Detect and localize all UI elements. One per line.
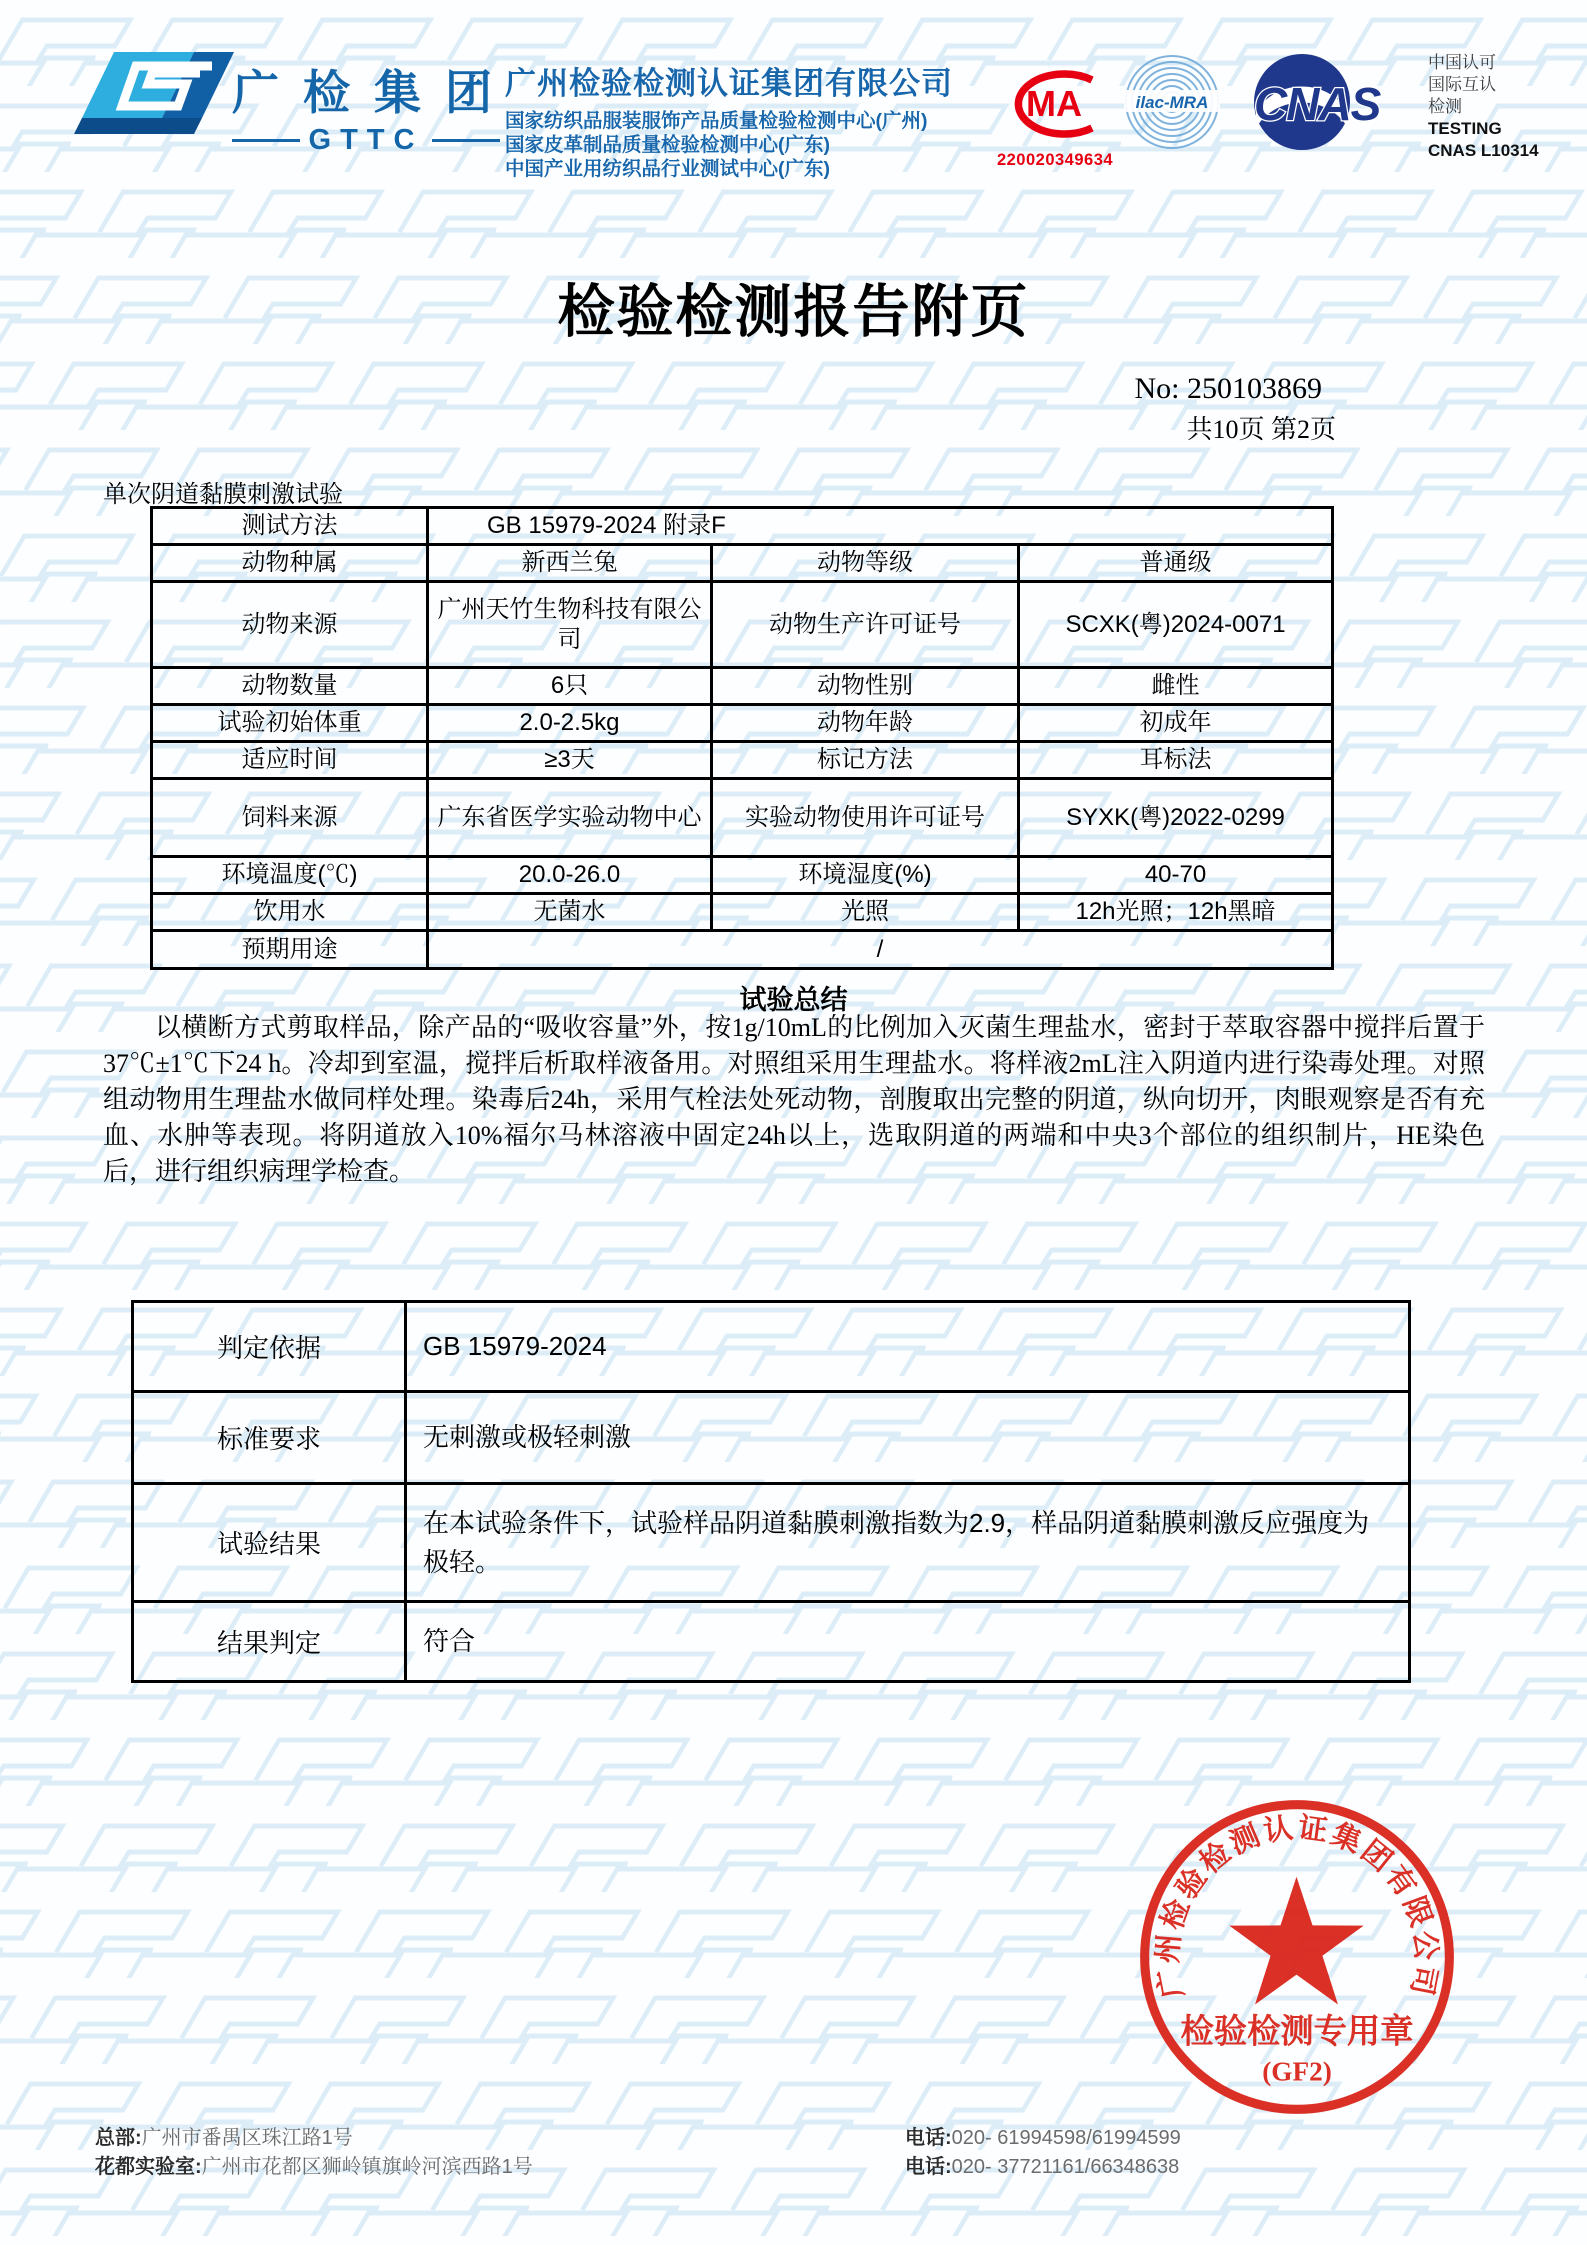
footer-address-block	[95, 2124, 533, 2182]
cma-mark	[996, 64, 1114, 170]
row-value-cell: 普通级	[1019, 545, 1333, 582]
row-label-cell: 试验结果	[133, 1484, 406, 1602]
row-label-cell: 动物种属	[152, 545, 428, 582]
cnas-caption-line: CNAS L10314	[1428, 141, 1539, 160]
row-value-cell: GB 15979-2024 附录F	[428, 508, 1333, 545]
seal-ring-text: 广州检验检测认证集团有限公司	[1152, 1812, 1442, 2001]
row-label-cell: 实验动物使用许可证号	[712, 779, 1019, 857]
gttc-logo	[72, 46, 247, 146]
cnas-caption	[1428, 52, 1539, 162]
row-value-cell: 在本试验条件下，试验样品阴道黏膜刺激指数为2.9，样品阴道黏膜刺激反应强度为极轻。	[406, 1484, 1410, 1602]
footer-phone-row	[905, 2153, 1181, 2182]
row-value-cell: 雌性	[1019, 668, 1333, 705]
row-label-cell: 动物来源	[152, 582, 428, 668]
table-row	[152, 545, 1333, 582]
brand-name: 广检集团	[232, 66, 516, 119]
row-value-cell: 40-70	[1019, 857, 1333, 894]
footer-address-label: 花都实验室:	[95, 2156, 202, 2178]
row-value-cell: 符合	[406, 1602, 1410, 1682]
cnas-caption-line: TESTING	[1428, 119, 1502, 138]
table-row	[152, 779, 1333, 857]
row-label-cell: 环境湿度(%)	[712, 857, 1019, 894]
table-row	[152, 668, 1333, 705]
cnas-caption-line: 中国认可	[1428, 53, 1496, 72]
row-value-cell: 耳标法	[1019, 742, 1333, 779]
row-value-cell: 无菌水	[428, 894, 712, 931]
row-value-cell: 广州天竹生物科技有限公司	[428, 582, 712, 668]
row-label-cell: 动物生产许可证号	[712, 582, 1019, 668]
footer-phone-value: 020- 37721161/66348638	[951, 2156, 1180, 2178]
footer-phone-row	[905, 2124, 1181, 2153]
table-row	[152, 894, 1333, 931]
row-value-cell: SYXK(粤)2022-0299	[1019, 779, 1333, 857]
table-row	[152, 931, 1333, 969]
row-value-cell: 初成年	[1019, 705, 1333, 742]
seal-star-icon	[1229, 1877, 1363, 2005]
footer-address-value: 广州市番禺区珠江路1号	[141, 2127, 353, 2149]
company-block	[505, 58, 953, 181]
footer-phone-label: 电话:	[905, 2127, 952, 2149]
company-subtitle: 国家纺织品服装服饰产品质量检验检测中心(广州)	[505, 110, 928, 132]
ilac-letters: ilac-MRA	[1135, 93, 1209, 112]
brand-abbr: GTTC	[308, 124, 424, 156]
row-label-cell: 判定依据	[133, 1302, 406, 1392]
company-subtitle: 国家皮革制品质量检验检测中心(广东)	[505, 134, 830, 156]
row-label-cell: 饮用水	[152, 894, 428, 931]
row-value-cell: 新西兰兔	[428, 545, 712, 582]
footer-phone-label: 电话:	[905, 2156, 952, 2178]
result-table	[131, 1300, 1411, 1683]
row-label-cell: 动物性别	[712, 668, 1019, 705]
row-label-cell: 动物数量	[152, 668, 428, 705]
footer-phone-value: 020- 61994598/61994599	[951, 2127, 1181, 2149]
row-value-cell: 6只	[428, 668, 712, 705]
row-value-cell: 20.0-26.0	[428, 857, 712, 894]
table-row	[133, 1602, 1410, 1682]
row-label-cell: 饲料来源	[152, 779, 428, 857]
summary-paragraph: 以横断方式剪取样品，除产品的“吸收容量”外，按1g/10mL的比例加入灭菌生理盐水，密封于萃取容器中搅拌后置于37℃±1℃下24 h。冷却到室温，搅拌后析取样液备用。对照组采用生理盐水。将样液2mL注入阴道内进行染毒处理。对照组动物用生理盐水做同样处理。染毒后24h，采用气栓法处死动物，剖腹取出完整的阴道，纵向切开，肉眼观察是否有充血、水肿等表现。将阴道放入10%福尔马林溶液中固定24h以上，选取阴道的两端和中央3个部位的组织制片，HE染色后，进行组织病理学检查。	[103, 1013, 1485, 1186]
report-number: No: 250103869	[1134, 372, 1322, 405]
company-subtitle: 中国产业用纺织品行业测试中心(广东)	[505, 158, 830, 180]
footer-address-value: 广州市花都区狮岭镇旗岭河滨西路1号	[201, 2156, 533, 2178]
table-row	[152, 705, 1333, 742]
cnas-caption-line: 国际互认	[1428, 75, 1496, 94]
table-row	[152, 582, 1333, 668]
report-number-block	[1000, 372, 1336, 446]
row-value-cell: SCXK(粤)2024-0071	[1019, 582, 1333, 668]
company-subtitles	[505, 109, 953, 181]
row-value-cell: GB 15979-2024	[406, 1302, 1410, 1392]
cma-letters: MA	[1026, 83, 1082, 124]
footer-phone-block	[905, 2124, 1181, 2182]
row-label-cell: 标记方法	[712, 742, 1019, 779]
table-row	[152, 508, 1333, 545]
row-value-cell: 无刺激或极轻刺激	[406, 1392, 1410, 1484]
seal-title: 检验检测专用章	[1180, 2013, 1414, 2051]
row-label-cell: 预期用途	[152, 931, 428, 969]
row-label-cell: 动物等级	[712, 545, 1019, 582]
brand-abbr-row	[232, 124, 500, 157]
page-title: 检验检测报告附页	[557, 281, 1030, 344]
row-label-cell: 环境温度(℃)	[152, 857, 428, 894]
row-value-cell: 广东省医学实验动物中心	[428, 779, 712, 857]
row-value-cell: ≥3天	[428, 742, 712, 779]
footer-address-row	[95, 2124, 533, 2153]
row-value-cell: 12h光照；12h黑暗	[1019, 894, 1333, 931]
cma-number: 220020349634	[996, 151, 1114, 169]
footer-address-label: 总部:	[95, 2127, 142, 2149]
table-row	[133, 1484, 1410, 1602]
cnas-letters: CNAS	[1254, 78, 1381, 130]
sample-info-table	[150, 506, 1334, 970]
table-row	[133, 1302, 1410, 1392]
row-value-cell: /	[428, 931, 1333, 969]
report-pagination: 共10页 第2页	[1186, 415, 1336, 444]
official-seal-stamp	[1128, 1788, 1466, 2126]
sample-table-caption: 单次阴道黏膜刺激试验	[103, 482, 343, 508]
seal-code: (GF2)	[1262, 2056, 1332, 2087]
dash-line-right	[432, 139, 500, 142]
company-name: 广州检验检测认证集团有限公司	[505, 66, 953, 101]
table-row	[152, 742, 1333, 779]
row-label-cell: 试验初始体重	[152, 705, 428, 742]
summary-heading: 试验总结	[739, 985, 848, 1015]
row-label-cell: 适应时间	[152, 742, 428, 779]
row-value-cell: 2.0-2.5kg	[428, 705, 712, 742]
ilac-mra-logo-icon	[1122, 52, 1222, 152]
table-row	[133, 1392, 1410, 1484]
row-label-cell: 标准要求	[133, 1392, 406, 1484]
cnas-caption-line: 检测	[1428, 97, 1462, 116]
row-label-cell: 测试方法	[152, 508, 428, 545]
cma-logo-icon	[996, 64, 1114, 144]
row-label-cell: 结果判定	[133, 1602, 406, 1682]
table-row	[152, 857, 1333, 894]
row-label-cell: 光照	[712, 894, 1019, 931]
cnas-logo-icon	[1240, 50, 1412, 155]
footer-address-row	[95, 2153, 533, 2182]
row-label-cell: 动物年龄	[712, 705, 1019, 742]
logo-base	[74, 118, 202, 134]
